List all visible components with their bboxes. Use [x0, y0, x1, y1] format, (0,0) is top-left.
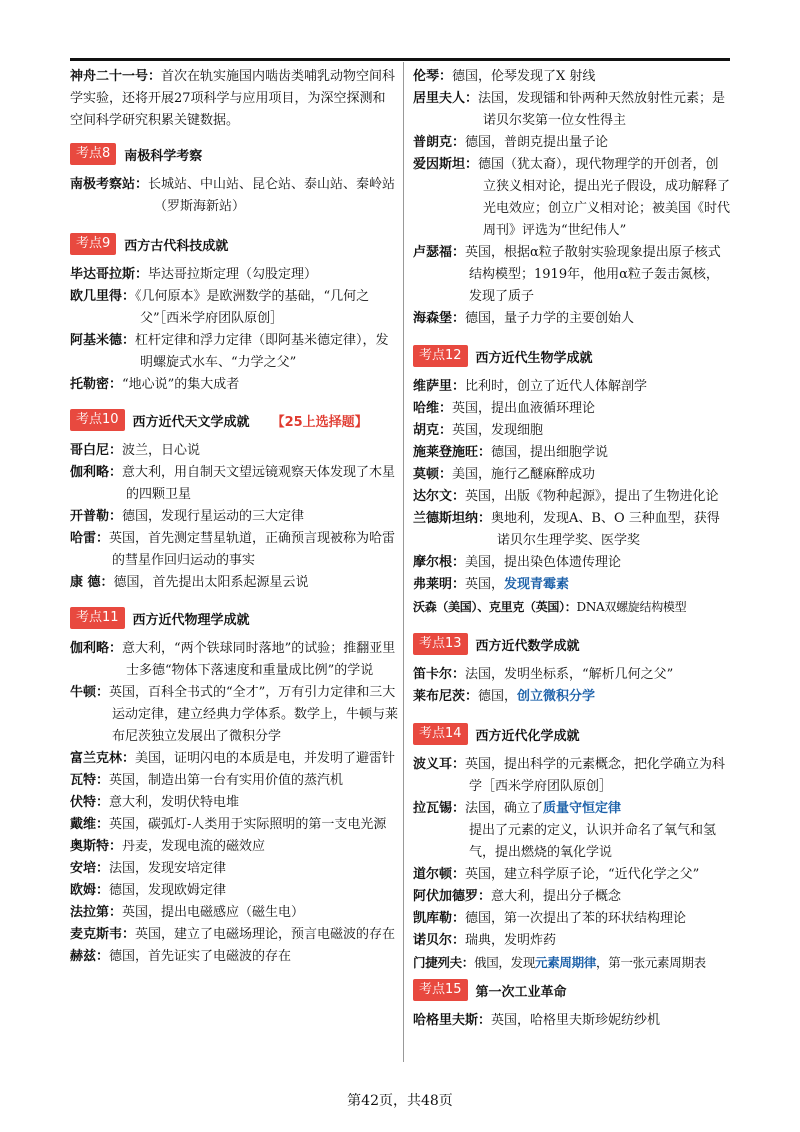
entry: 富兰克林：美国，证明闪电的本质是电，并发明了避雷针	[70, 751, 396, 766]
entry: 阿基米德：杠杆定律和浮力定律（即阿基米德定律），发明螺旋式水车、“力学之父”	[70, 333, 389, 370]
entry: 牛顿：英国，百科全书式的“全才”，万有引力定律和三大运动定律，建立经典力学体系。数学上，牛顿与莱布尼茨独立发展出了微积分学	[70, 685, 399, 744]
entry: 胡克：英国，发现细胞	[413, 423, 544, 438]
exam-tag: 【25上选择题】	[271, 414, 368, 430]
section-header-8	[70, 142, 398, 166]
section-badge: 考点14	[413, 723, 468, 745]
section-title: 西方近代生物学成就	[475, 350, 593, 366]
highlight: 元素周期律	[535, 955, 597, 970]
entry: 欧姆：德国，发现欧姆定律	[70, 883, 227, 898]
entry: 摩尔根：美国，提出染色体遗传理论	[413, 555, 622, 570]
section-header-11	[70, 606, 398, 630]
column-divider	[403, 62, 404, 1062]
entry: 伽利略：意大利，用自制天文望远镜观察天体发现了木星的四颗卫星	[70, 465, 396, 502]
entry: 弗莱明：英国，发现青霉素	[413, 577, 570, 592]
section-badge: 考点13	[413, 633, 468, 655]
entry: 康 德：德国，首先提出太阳系起源星云说	[70, 575, 309, 590]
section-header-15	[413, 978, 731, 1002]
entry: 伽利略：意大利，“两个铁球同时落地”的试验；推翻亚里士多德“物体下落速度和重量成比例”的学说	[70, 641, 396, 678]
section-header-12	[413, 344, 731, 368]
highlight: 创立微积分学	[517, 689, 596, 704]
section-badge: 考点11	[70, 607, 125, 629]
entry: 安培：法国，发现安培定律	[70, 861, 227, 876]
highlight: 发现青霉素	[504, 577, 570, 592]
section-badge: 考点10	[70, 409, 125, 431]
entry: 普朗克：德国，普朗克提出量子论	[413, 135, 609, 150]
entry: 阿伏加德罗：意大利，提出分子概念	[413, 889, 622, 904]
entry: 赫兹：德国，首先证实了电磁波的存在	[70, 949, 292, 964]
section-badge: 考点9	[70, 233, 116, 255]
section-title: 西方近代数学成就	[475, 638, 580, 654]
entry: 海森堡：德国，量子力学的主要创始人	[413, 311, 635, 326]
entry: 卢瑟福：英国，根据α粒子散射实验现象提出原子核式结构模型；1919年，他用α粒子轰击氮核，发现了质子	[413, 245, 721, 304]
entry: 门捷列夫：俄国，发现元素周期律，第一张元素周期表	[413, 955, 706, 970]
entry: 瓦特：英国，制造出第一台有实用价值的蒸汽机	[70, 773, 344, 788]
section-badge: 考点12	[413, 345, 468, 367]
section-header-13	[413, 632, 731, 656]
entry: 毕达哥拉斯：毕达哥拉斯定理（勾股定理）	[70, 267, 318, 282]
entry: 托勒密：“地心说”的集大成者	[70, 377, 240, 392]
entry: 爱因斯坦：德国（犹太裔），现代物理学的开创者，创立狭义相对论，提出光子假设，成功解释了光电效应；创立广义相对论；被美国《时代周刊》评选为“世纪伟人”	[413, 157, 731, 238]
entry: 哥白尼：波兰，日心说	[70, 443, 201, 458]
section-title: 南极科学考察	[124, 148, 203, 164]
section-badge: 考点15	[413, 979, 468, 1001]
entry: 奥斯特：丹麦，发现电流的磁效应	[70, 839, 266, 854]
entry: 莱布尼茨：德国，创立微积分学	[413, 689, 596, 704]
section-badge: 考点8	[70, 143, 116, 165]
entry: 施莱登施旺：德国，提出细胞学说	[413, 445, 609, 460]
entry: 伏特：意大利，发明伏特电堆	[70, 795, 240, 810]
section-header-9	[70, 232, 398, 256]
entry: 诺贝尔：瑞典，发明炸药	[413, 933, 557, 948]
entry: 法拉第：英国，提出电磁感应（磁生电）	[70, 905, 305, 920]
section-title: 西方近代物理学成就	[132, 612, 250, 628]
entry: 开普勒：德国，发现行星运动的三大定律	[70, 509, 305, 524]
entry: 欧几里得：《几何原本》是欧洲数学的基础，“几何之父”［西米学府团队原创］	[70, 289, 370, 326]
entry: 道尔顿：英国，建立科学原子论，“近代化学之父”	[413, 867, 700, 882]
entry-shenzhou: 神舟二十一号：首次在轨实施国内啮齿类哺乳动物空间科学实验，还将开展27项科学与应用项目，为深空探测和空间科学研究积累关键数据。	[70, 69, 396, 128]
entry: 戴维：英国，碳弧灯-人类用于实际照明的第一支电光源	[70, 817, 387, 832]
entry: 凯库勒：德国，第一次提出了苯的环状结构理论	[413, 911, 687, 926]
entry: 沃森（美国）、克里克（英国）：DNA双螺旋结构模型	[413, 600, 687, 614]
entry-continuation: 提出了元素的定义，认识并命名了氧气和氢气，提出燃烧的氧化学说	[469, 823, 717, 860]
entry: 麦克斯韦：英国，建立了电磁场理论，预言电磁波的存在	[70, 927, 396, 942]
top-rule	[70, 58, 730, 61]
entry: 哈维：英国，提出血液循环理论	[413, 401, 596, 416]
entry: 笛卡尔：法国，发明坐标系，“解析几何之父”	[413, 667, 674, 682]
entry: 莫顿：美国，施行乙醚麻醉成功	[413, 467, 596, 482]
entry: 哈雷：英国，首先测定彗星轨道，正确预言现被称为哈雷的彗星作回归运动的事实	[70, 531, 396, 568]
right-column	[413, 66, 731, 1032]
section-title: 第一次工业革命	[475, 984, 567, 1000]
section-title: 西方古代科技成就	[124, 238, 229, 254]
entry: 拉瓦锡：法国，确立了质量守恒定律	[413, 801, 622, 816]
section-title: 西方近代化学成就	[475, 728, 580, 744]
left-column	[70, 66, 398, 968]
page-number: 第42页，共48页	[347, 1093, 453, 1109]
entry: 哈格里夫斯：英国，哈格里夫斯珍妮纺纱机	[413, 1013, 661, 1028]
entry: 南极考察站：长城站、中山站、昆仑站、泰山站、秦岭站（罗斯海新站）	[70, 177, 396, 214]
entry: 兰德斯坦纳：奥地利，发现A、B、O 三种血型，获得诺贝尔生理学奖、医学奖	[413, 511, 720, 548]
highlight: 质量守恒定律	[543, 801, 622, 816]
section-header-14	[413, 722, 731, 746]
entry: 达尔文：英国，出版《物种起源》，提出了生物进化论	[413, 489, 719, 504]
entry: 波义耳：英国，提出科学的元素概念，把化学确立为科学［西米学府团队原创］	[413, 757, 726, 794]
section-title: 西方近代天文学成就	[132, 414, 250, 430]
entry: 维萨里：比利时，创立了近代人体解剖学	[413, 379, 648, 394]
entry: 伦琴：德国，伦琴发现了X 射线	[413, 69, 596, 84]
entry: 居里夫人：法国，发现镭和钋两种天然放射性元素；是诺贝尔奖第一位女性得主	[413, 91, 726, 128]
section-header-10	[70, 408, 398, 432]
